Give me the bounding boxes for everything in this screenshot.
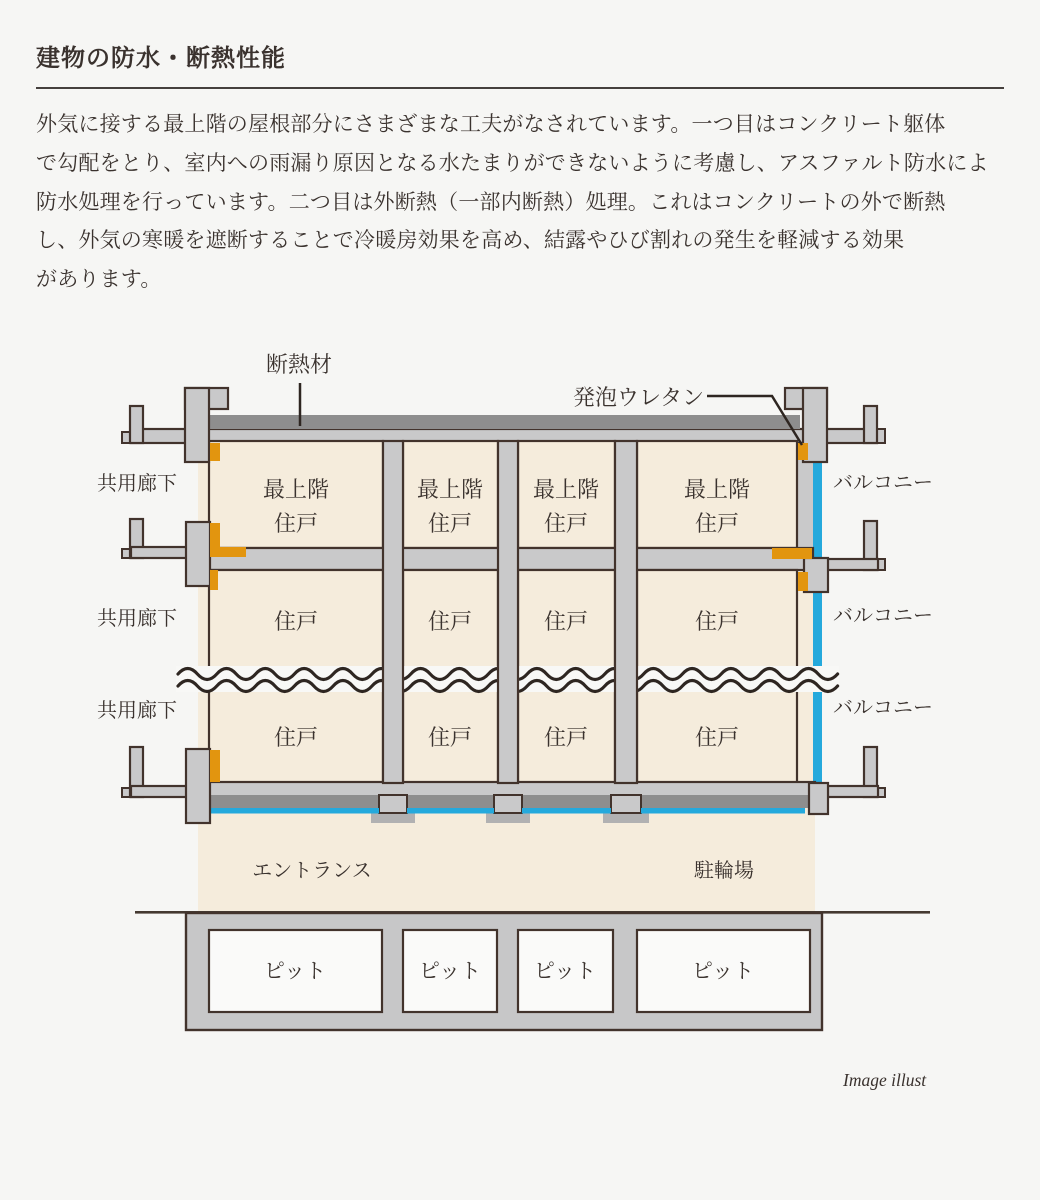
- unit-label: 住戸: [273, 725, 319, 750]
- unit-label: 最上階: [683, 477, 751, 502]
- intro-line: 外気に接する最上階の屋根部分にさまざまな工夫がなされています。一つ目はコンクリート躯体: [36, 112, 946, 136]
- unit-label: 住戸: [694, 609, 740, 634]
- intro-line: し、外気の寒暖を遮断することで冷暖房効果を高め、結露やひび割れの発生を軽減する効果: [36, 228, 905, 253]
- footing-pad: [486, 813, 530, 823]
- corridor-railing-top: [122, 406, 143, 443]
- intro-line: 防水処理を行っています。二つ目は外断熱（一部内断熱）処理。これはコンクリートの外で断熱: [36, 189, 946, 214]
- roof-slab: [131, 415, 877, 443]
- corridor-bracket-mid: [122, 519, 210, 586]
- wall-foundation: [611, 795, 641, 813]
- unit-label: 最上階: [262, 477, 330, 502]
- image-illust-caption: Image illust: [843, 1070, 927, 1090]
- intro-line: があります。: [36, 267, 162, 292]
- wall-foundation: [379, 795, 407, 813]
- corridor-bracket-bottom: [122, 747, 210, 823]
- unit-label: 最上階: [416, 477, 484, 502]
- pit-label: ピット: [418, 959, 482, 983]
- corridor-label: 共用廊下: [97, 608, 177, 630]
- corridor-label: 共用廊下: [97, 473, 177, 495]
- pit-label: ピット: [691, 959, 755, 983]
- unit-label: 住戸: [543, 609, 589, 634]
- entrance-label: エントランス: [252, 860, 372, 882]
- unit-label: 住戸: [694, 725, 740, 750]
- roof-insulation-layer: [209, 415, 800, 429]
- footing-pad: [371, 813, 415, 823]
- pit-label: ピット: [263, 959, 327, 983]
- unit-label: 住戸: [543, 725, 589, 750]
- intro-line: で勾配をとり、室内への雨漏り原因となる水たまりができないように考慮し、アスファルト防水によ: [36, 150, 989, 175]
- balcony-label: バルコニー: [833, 472, 933, 494]
- balcony-label: バルコニー: [833, 605, 933, 627]
- unit-label: 住戸: [427, 725, 473, 750]
- wall-foundation: [494, 795, 522, 813]
- urethane-foam-label: 発泡ウレタン: [573, 385, 705, 410]
- page-title: 建物の防水・断熱性能: [36, 46, 286, 72]
- unit-label: 住戸: [273, 511, 319, 536]
- insulation-label: 断熱材: [265, 352, 333, 377]
- unit-label: 住戸: [543, 511, 589, 536]
- unit-label: 住戸: [427, 609, 473, 634]
- unit-label: 最上階: [532, 477, 600, 502]
- unit-label: 住戸: [694, 511, 740, 536]
- waterproofing-blue-vertical: [813, 460, 822, 783]
- corridor-label: 共用廊下: [97, 700, 177, 722]
- unit-label: 住戸: [427, 511, 473, 536]
- footing-pad: [603, 813, 649, 823]
- balcony-label: バルコニー: [833, 697, 933, 719]
- pit-label: ピット: [533, 959, 597, 983]
- bicycle-parking-label: 駐輪場: [694, 860, 754, 882]
- unit-label: 住戸: [273, 609, 319, 634]
- balcony-railing-top: [864, 406, 885, 443]
